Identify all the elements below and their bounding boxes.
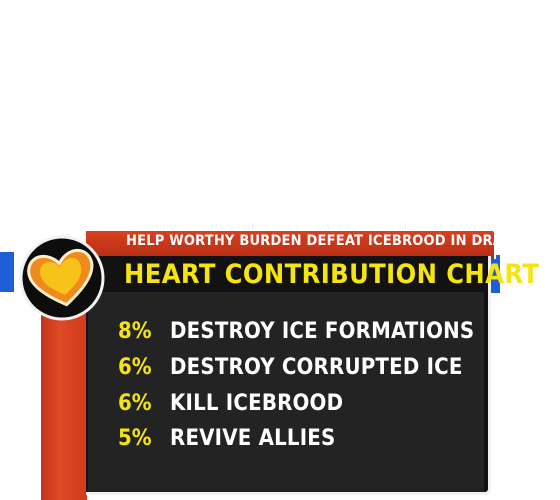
chart-title: HEART CONTRIBUTION CHART [124,259,540,290]
event-subtitle[interactable]: HELP WORTHY BURDEN DEFEAT ICEBROOD IN DRAKKAR... [126,233,560,249]
contribution-percent: 6% [118,355,152,380]
contribution-label: DESTROY CORRUPTED ICE [170,355,463,380]
contribution-percent: 8% [118,319,152,344]
left-accent-bar [0,252,14,292]
contribution-percent: 5% [118,426,152,451]
contribution-label: KILL ICEBROOD [170,391,344,416]
contribution-percent: 6% [118,391,152,416]
contribution-label: REVIVE ALLIES [170,426,336,451]
heart-icon [17,233,107,323]
contribution-label: DESTROY ICE FORMATIONS [170,319,475,344]
